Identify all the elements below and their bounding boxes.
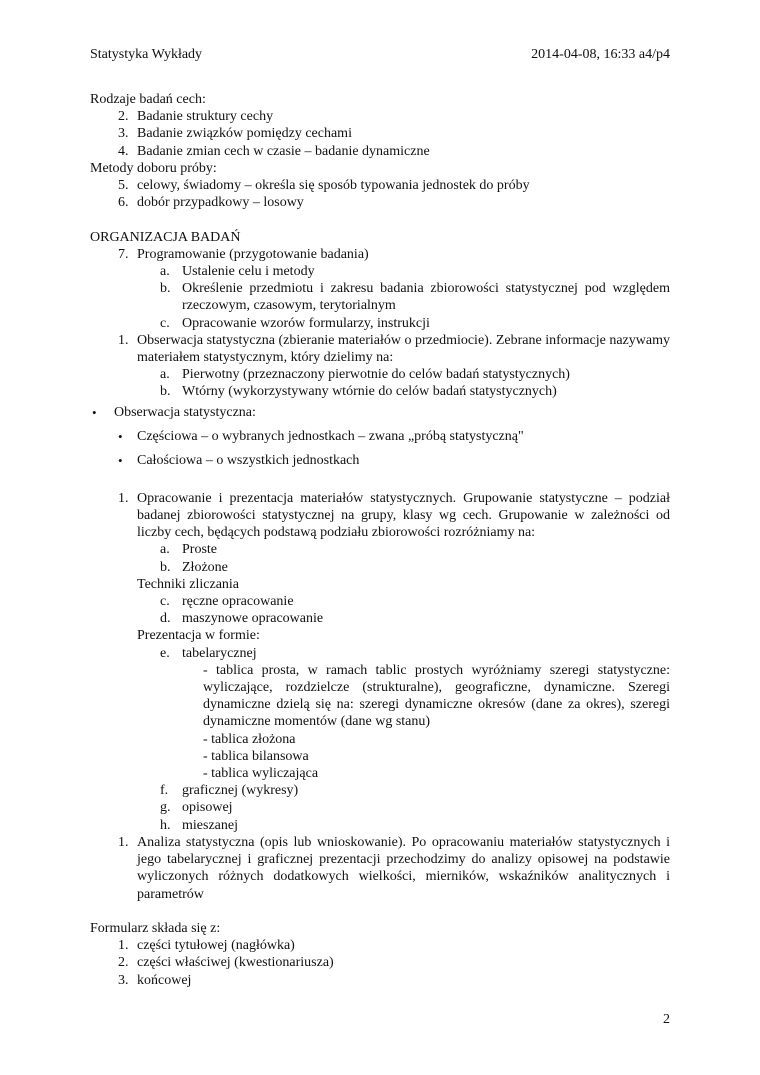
detail-paragraph: - tablica prosta, w ramach tablic prostych wyróżniamy szeregi statystyczne: wyliczające, rozdzielcze (strukturalne), geograficzne, dynamiczne. Szeregi dynamiczne dzielą się na: szeregi dynamiczne okresów (dane za okres), szeregi dynamiczne momentów (dane wg stanu) (203, 662, 670, 730)
list-item: 5. celowy, świadomy – określa się sposób typowania jednostek do próby (118, 178, 530, 194)
header-title: Statystyka Wykłady (90, 47, 203, 62)
section-heading: Metody doboru próby: (90, 160, 217, 176)
list-item: 6. dobór przypadkowy – losowy (118, 195, 304, 211)
bullet-icon: • (118, 452, 123, 468)
sub-list-item: b. Wtórny (wykorzystywany wtórnie do celów badań statystycznych) (160, 384, 557, 400)
detail-line: - tablica bilansowa (203, 748, 309, 764)
list-item: 3. Badanie związków pomiędzy cechami (118, 126, 352, 142)
sub-list-item: e. tabelarycznej (160, 645, 257, 661)
sub-list-item: c. ręczne opracowanie (160, 594, 294, 610)
list-item: 7. Programowanie (przygotowanie badania) (118, 246, 369, 262)
bullet-item: • Obserwacja statystyczna: (90, 401, 670, 425)
detail-line: - tablica wyliczająca (203, 766, 319, 782)
sub-list-item: a. Ustalenie celu i metody (160, 264, 315, 280)
bullet-subitem: • Całościowa – o wszystkich jednostkach (90, 449, 670, 473)
page-number: 2 (663, 1012, 670, 1027)
list-item: 1. Opracowanie i prezentacja materiałów statystycznych. Grupowanie statystyczne – podział badanej zbiorowości statystycznej na grupy, klasy wg cech. Grupowanie w zależności od liczby cech, będących podstawą podziału zbiorowości rozróżniamy na: (118, 490, 670, 541)
sub-list-item: d. maszynowe opracowanie (160, 611, 324, 627)
sub-list-item: a. Pierwotny (przeznaczony pierwotnie do celów badań statystycznych) (160, 367, 570, 383)
section-heading: Rodzaje badań cech: (90, 92, 206, 107)
header-datetime: 2014-04-08, 16:33 a4/p4 (531, 47, 670, 62)
sub-list-item: h. mieszanej (160, 817, 238, 833)
detail-line: - tablica złożona (203, 731, 296, 747)
sub-list-item: b. Złożone (160, 559, 228, 575)
sub-heading: Techniki zliczania (137, 576, 240, 592)
sub-list-item: f. graficznej (wykresy) (160, 783, 299, 799)
document-body (90, 91, 670, 989)
bullet-icon: • (118, 428, 123, 444)
list-item: 3. końcowej (118, 972, 192, 988)
list-item: 1. Obserwacja statystyczna (zbieranie materiałów o przedmiocie). Zebrane informacje nazywamy materiałem statystycznym, który dzielimy na: (118, 332, 670, 366)
list-item: 2. części właściwej (kwestionariusza) (118, 955, 334, 971)
list-item: 4. Badanie zmian cech w czasie – badanie dynamiczne (118, 143, 430, 159)
sub-list-item: c. Opracowanie wzorów formularzy, instrukcji (160, 315, 430, 331)
bullet-icon: • (92, 404, 97, 420)
bullet-subitem: • Częściowa – o wybranych jednostkach – zwana „próbą statystyczną" (90, 425, 670, 449)
sub-list-item: a. Proste (160, 542, 217, 558)
sub-list-item: g. opisowej (160, 800, 233, 816)
section-heading: Formularz składa się z: (90, 920, 221, 936)
sub-list-item: b. Określenie przedmiotu i zakresu badania zbiorowości statystycznej pod względem rzeczowym, czasowym, terytorialnym (160, 281, 670, 314)
list-item: 2. Badanie struktury cechy (118, 109, 274, 125)
list-item: 1. Analiza statystyczna (opis lub wnioskowanie). Po opracowaniu materiałów statystycznych i jego tabelarycznej i graficznej prezentacji przechodzimy do analizy opisowej na podstawie wyliczonych różnych dodatkowych wielkości, mierników, wskaźników analitycznych i parametrów (118, 834, 670, 902)
section-heading: ORGANIZACJA BADAŃ (90, 229, 241, 245)
list-item: 1. części tytułowej (nagłówka) (118, 938, 295, 954)
sub-heading: Prezentacja w formie: (137, 628, 260, 644)
